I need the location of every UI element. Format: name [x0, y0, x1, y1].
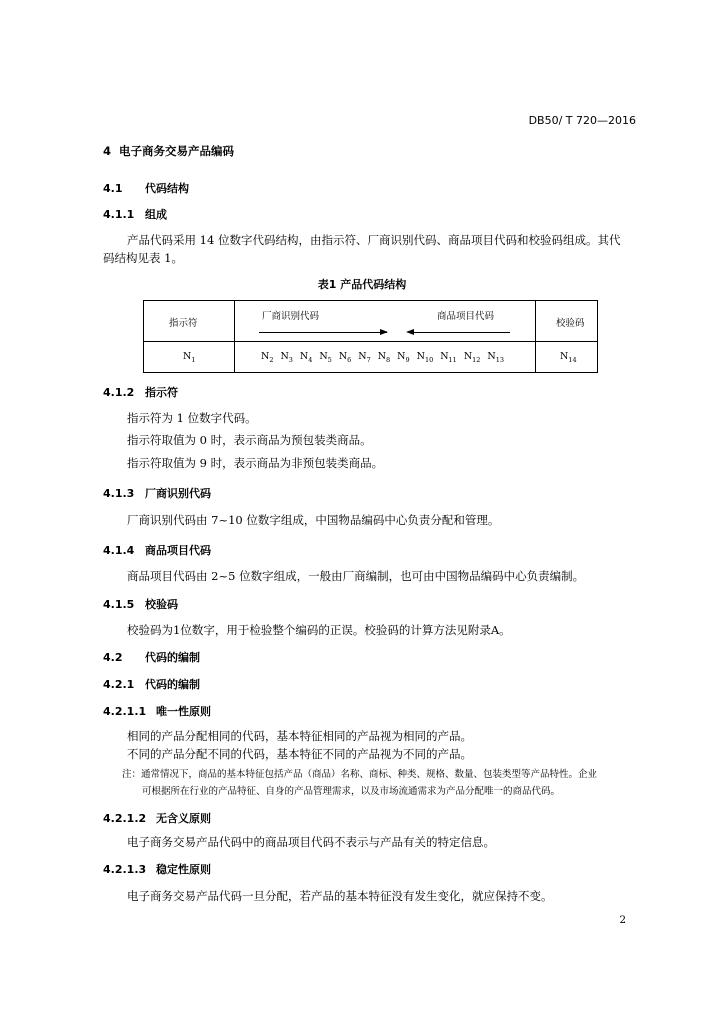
arrow-left-head — [406, 329, 414, 335]
paragraph-line: 指示符取值为 9 时，表示商品为非预包装类商品。 — [127, 456, 384, 470]
code-digit: $N_4$ — [299, 351, 313, 364]
code-digit: $N_{10}$ — [416, 351, 434, 364]
section-number: 4 — [103, 144, 112, 158]
section-title: 代码的编制 — [145, 651, 200, 664]
section-4-1-3-heading — [103, 485, 211, 501]
section-4-1-heading — [103, 180, 189, 196]
section-title: 代码结构 — [145, 182, 189, 195]
section-number: 4.2 — [103, 651, 123, 664]
paragraph-line: 产品代码采用 14 位数字代码结构，由指示符、厂商识别代码、商品项目代码和校验码组成。其代 — [127, 233, 621, 247]
section-4-2-heading — [103, 649, 200, 665]
section-number: 4.2.1.1 — [103, 705, 147, 718]
header-check-digit: 校验码 — [556, 318, 585, 329]
arrow-left-line — [412, 332, 510, 333]
section-number: 4.2.1 — [103, 678, 135, 691]
section-4-2-1-heading — [103, 676, 200, 692]
section-4-1-4-heading — [103, 542, 211, 558]
code-digit: $N_7$ — [358, 351, 371, 364]
code-check: $N_{14}$ — [560, 351, 577, 364]
standard-number: DB50/ T 720—2016 — [528, 114, 636, 127]
section-number: 4.2.1.3 — [103, 863, 147, 876]
section-4-1-1-heading — [103, 206, 167, 222]
code-digit: $N_{13}$ — [487, 351, 504, 364]
section-4-2-1-3-heading — [103, 861, 211, 877]
section-title: 商品项目代码 — [145, 544, 211, 557]
header-indicator: 指示符 — [169, 318, 198, 329]
section-number: 4.1.2 — [103, 386, 135, 399]
section-4-1-5-heading — [103, 596, 178, 612]
code-digit: $N_8$ — [377, 351, 391, 364]
paragraph-line: 电子商务交易产品代码中的商品项目代码不表示与产品有关的特定信息。 — [127, 835, 495, 849]
section-title: 电子商务交易产品编码 — [119, 144, 234, 158]
code-indicator: $N_1$ — [183, 351, 196, 364]
section-title: 无含义原则 — [156, 812, 211, 825]
paragraph-line: 指示符为 1 位数字代码。 — [127, 411, 257, 425]
code-digit: $N_9$ — [397, 351, 410, 364]
paragraph-line: 相同的产品分配相同的代码，基本特征相同的产品视为相同的产品。 — [127, 729, 472, 743]
arrow-right-line — [259, 332, 387, 333]
section-title: 校验码 — [145, 598, 178, 611]
code-digit: $N_{12}$ — [463, 351, 481, 364]
code-digit: $N_2$ — [261, 351, 274, 364]
header-item-code: 商品项目代码 — [437, 311, 495, 322]
paragraph-line: 不同的产品分配不同的代码，基本特征不同的产品视为不同的产品。 — [127, 747, 472, 761]
section-number: 4.2.1.2 — [103, 812, 147, 825]
table-divider — [234, 301, 235, 372]
paragraph-line: 码结构见表 1。 — [103, 251, 183, 265]
arrow-right-head — [380, 329, 388, 335]
section-title: 指示符 — [145, 386, 178, 399]
table-divider — [535, 301, 536, 372]
section-4-heading — [103, 143, 234, 159]
header-manufacturer-code: 厂商识别代码 — [262, 311, 320, 322]
table-caption: 表1 产品代码结构 — [317, 278, 407, 291]
note-line: 注：通常情况下，商品的基本特征包括产品（商品）名称、商标、种类、规格、数量、包装类型等产品特性。企业 — [122, 769, 598, 780]
paragraph-line: 电子商务交易产品代码一旦分配，若产品的基本特征没有发生变化，就应保持不变。 — [127, 889, 553, 903]
section-number: 4.1 — [103, 182, 123, 195]
table-divider — [144, 341, 597, 342]
code-digits-row — [261, 351, 511, 364]
section-title: 稳定性原则 — [156, 863, 211, 876]
section-title: 代码的编制 — [145, 678, 200, 691]
section-title: 厂商识别代码 — [145, 487, 211, 500]
section-number: 4.1.4 — [103, 544, 135, 557]
code-digit: $N_3$ — [280, 351, 293, 364]
paragraph-line: 指示符取值为 0 时，表示商品为预包装类商品。 — [127, 433, 372, 447]
product-code-table — [143, 300, 598, 373]
paragraph-line: 厂商识别代码由 7~10 位数字组成，中国物品编码中心负责分配和管理。 — [127, 513, 500, 527]
section-title: 唯一性原则 — [156, 705, 211, 718]
code-digit: $N_{11}$ — [440, 351, 457, 364]
section-4-1-2-heading — [103, 384, 178, 400]
page-number: 2 — [619, 914, 626, 926]
section-number: 4.1.3 — [103, 487, 135, 500]
section-4-2-1-1-heading — [103, 703, 211, 719]
paragraph-line: 校验码为1位数字，用于检验整个编码的正误。校验码的计算方法见附录A。 — [127, 623, 511, 637]
section-4-2-1-2-heading — [103, 810, 211, 826]
note-line: 可根据所在行业的产品特征、自身的产品管理需求，以及市场流通需求为产品分配唯一的商品代码。 — [142, 786, 561, 797]
code-digit: $N_5$ — [319, 351, 332, 364]
section-number: 4.1.1 — [103, 208, 135, 221]
paragraph-line: 商品项目代码由 2~5 位数字组成，一般由厂商编制，也可由中国物品编码中心负责编制。 — [127, 569, 585, 583]
code-digit: $N_6$ — [338, 351, 352, 364]
section-title: 组成 — [145, 208, 167, 221]
section-number: 4.1.5 — [103, 598, 135, 611]
